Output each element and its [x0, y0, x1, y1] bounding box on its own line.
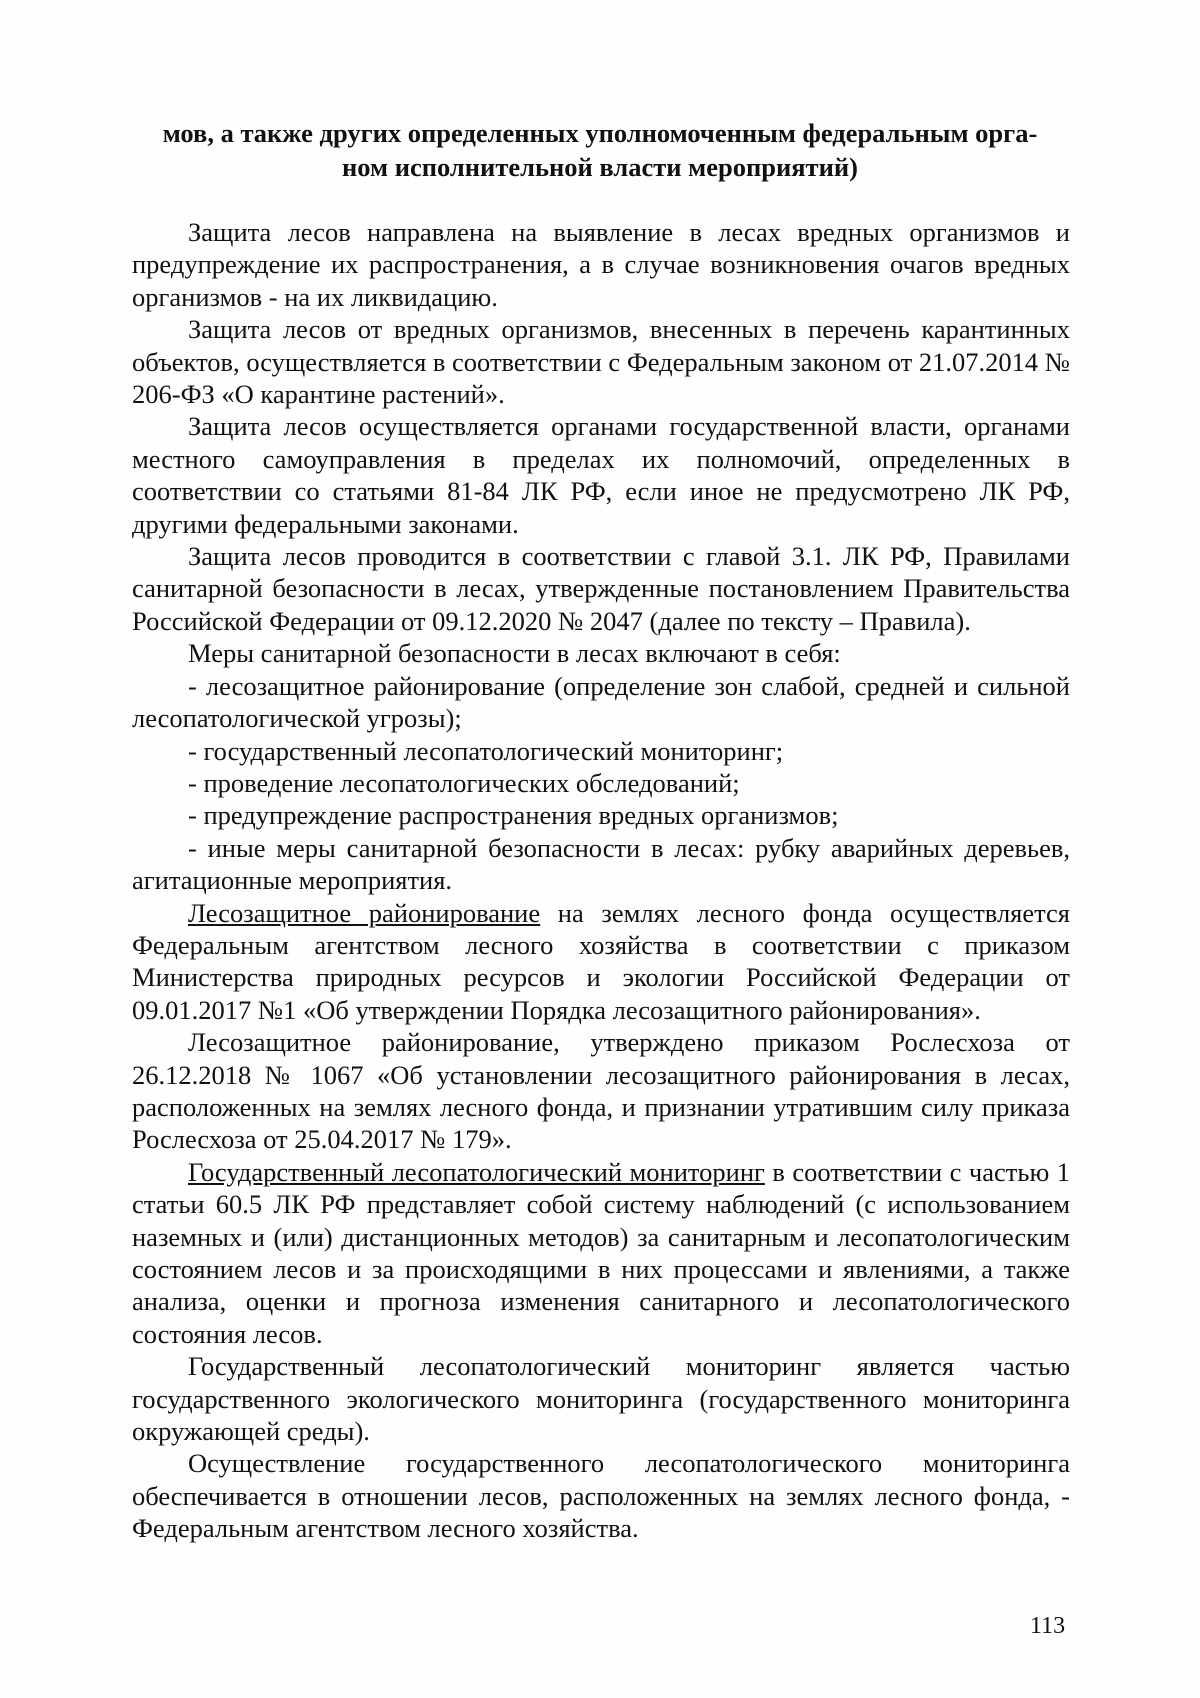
paragraph-9: Государственный лесопатологический мониторинг является частью государственного экологического мониторинга (государственного мониторинга окружающей среды).: [132, 1351, 1070, 1447]
paragraph-8-text: в соответствии с частью 1 статьи 60.5 ЛК РФ представляет собой систему наблюдений (с использованием наземных и (или) дистанционных методов) за санитарным и лесопатологическим состоянием лесов и за происходящими в них процессами и явлениями, а также анализа, оценки и прогноза изменения санитарного и лесопатологического состояния лесов.: [132, 1156, 1070, 1349]
document-body: [132, 216, 1070, 1545]
list-item-2: - государственный лесопатологический мониторинг;: [188, 735, 784, 766]
paragraph-10: Осуществление государственного лесопатологического мониторинга обеспечивается в отношении лесов, расположенных на землях лесного фонда, - Федеральным агентством лесного хозяйства.: [132, 1448, 1070, 1544]
section-heading: [125, 116, 1075, 184]
list-item-5: - иные меры санитарной безопасности в лесах: рубку аварийных деревьев, агитационные мероприятия.: [132, 832, 1070, 896]
paragraph-4: Защита лесов проводится в соответствии с главой 3.1. ЛК РФ, Правилами санитарной безопасности в лесах, утвержденные постановлением Правительства Российской Федерации от 09.12.2020 № 2047 (далее по тексту – Правила).: [132, 541, 1070, 636]
paragraph-8: [132, 1156, 1070, 1350]
paragraph-1: Защита лесов направлена на выявление в лесах вредных организмов и предупреждение их распространения, а в случае возникновения очагов вредных организмов - на их ликвидацию.: [132, 217, 1070, 312]
heading-line-2: ном исполнительной власти мероприятий): [342, 152, 858, 182]
paragraph-3: Защита лесов осуществляется органами государственной власти, органами местного самоуправления в пределах их полномочий, определенных в соответствии со статьями 81-84 ЛК РФ, если иное не предусмотрено ЛК РФ, другими федеральными законами.: [132, 411, 1070, 539]
paragraph-6: [132, 897, 1070, 1027]
paragraph-7: Лесозащитное районирование, утверждено приказом Рослесхоза от 26.12.2018 № 1067 «Об установлении лесозащитного районирования в лесах, расположенных на землях лесного фонда, и признании утратившим силу приказа Рослесхоза от 25.04.2017 № 179».: [132, 1027, 1070, 1155]
list-item-3: - проведение лесопатологических обследований;: [188, 767, 740, 798]
list-item-1: - лесозащитное районирование (определение зон слабой, средней и сильной лесопатологической угрозы);: [132, 670, 1070, 734]
page-number: 113: [1030, 1613, 1066, 1639]
list-item-4: - предупреждение распространения вредных организмов;: [188, 800, 839, 831]
paragraph-5: Меры санитарной безопасности в лесах включают в себя:: [188, 638, 841, 669]
paragraph-2: Защита лесов от вредных организмов, внесенных в перечень карантинных объектов, осуществляется в соответствии с Федеральным законом от 21.07.2014 № 206-ФЗ «О карантине растений».: [132, 314, 1070, 410]
underlined-term: Лесозащитное районирование: [188, 897, 541, 928]
paragraph-6-text: на землях лесного фонда осуществляется Федеральным агентством лесного хозяйства в соответствии с приказом Министерства природных ресурсов и экологии Российской Федерации от 09.01.2017 №1 «Об утверждении Порядка лесозащитного районирования».: [132, 897, 1070, 1025]
heading-line-1: мов, а также других определенных уполномоченным федеральным орга-: [162, 118, 1038, 148]
underlined-term: Государственный лесопатологический мониторинг: [188, 1156, 765, 1187]
